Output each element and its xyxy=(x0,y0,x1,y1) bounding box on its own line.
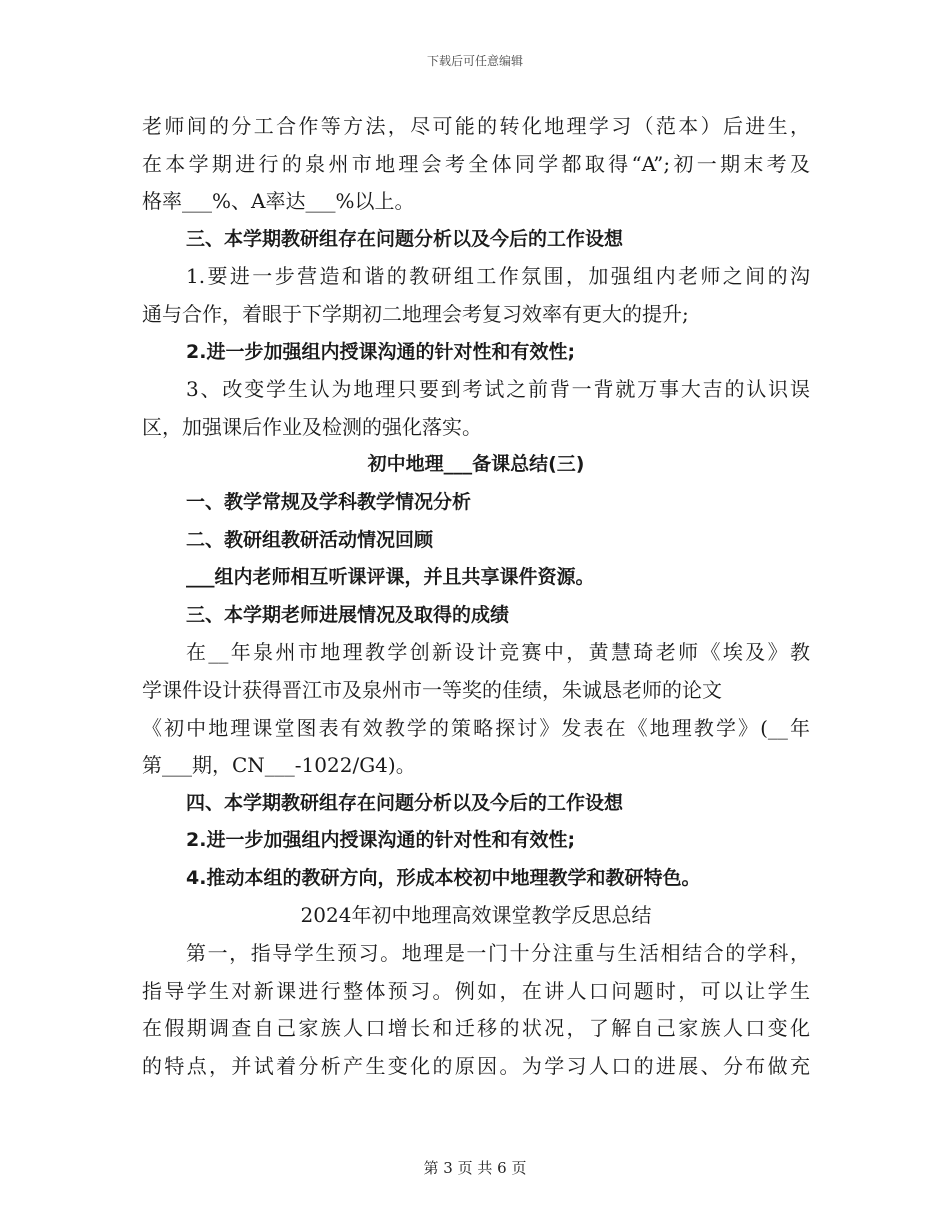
bold-item: 2.进一步加强组内授课沟通的针对性和有效性; xyxy=(186,829,576,852)
paragraph-line: 学课件设计获得晋江市及泉州市一等奖的佳绩，朱诚恳老师的论文 xyxy=(142,677,722,702)
section-heading: 四、本学期教研组存在问题分析以及今后的工作设想 xyxy=(186,791,624,814)
section-heading: 二、教研组教研活动情况回顾 xyxy=(186,528,434,551)
paragraph-line: 格率___%、A率达___%以上。 xyxy=(142,189,415,214)
paragraph-line: 3、改变学生认为地理只要到考试之前背一背就万事大吉的认识误 xyxy=(186,377,810,402)
paragraph-line: 的特点，并试着分析产生变化的原因。为学习人口的进展、分布做充 xyxy=(142,1053,810,1078)
paragraph-line: 在假期调查自己家族人口增长和迁移的状况，了解自己家族人口变化 xyxy=(142,1016,810,1041)
paragraph-line: 1.要进一步营造和谐的教研组工作氛围，加强组内老师之间的沟 xyxy=(186,264,810,289)
paragraph-line: 老师间的分工合作等方法，尽可能的转化地理学习（范本）后进生， xyxy=(142,114,810,138)
bold-item: 4.推动本组的教研方向，形成本校初中地理教学和教研特色。 xyxy=(186,866,701,889)
page-header: 下载后可任意编辑 xyxy=(426,54,523,68)
paragraph-line: 通与合作，着眼于下学期初二地理会考复习效率有更大的提升; xyxy=(142,301,689,326)
article-title: 初中地理___备课总结(三) xyxy=(367,453,585,476)
section-heading: 三、本学期教研组存在问题分析以及今后的工作设想 xyxy=(186,227,624,250)
paragraph-line: 指导学生对新课进行整体预习。例如，在讲人口问题时，可以让学生 xyxy=(142,978,810,1003)
paragraph-line: 在__年泉州市地理教学创新设计竞赛中，黄慧琦老师《埃及》教 xyxy=(186,640,810,665)
paragraph-line: 第___期，CN___-1022/G4)。 xyxy=(142,753,416,778)
section-heading: 三、本学期老师进展情况及取得的成绩 xyxy=(186,603,510,626)
paragraph-line: 区，加强课后作业及检测的强化落实。 xyxy=(142,414,482,439)
bold-item: ___组内老师相互听课评课，并且共享课件资源。 xyxy=(186,566,595,589)
paragraph-line: 在本学期进行的泉州市地理会考全体同学都取得“A”;初一期末考及 xyxy=(142,151,810,176)
article-title: 2024年初中地理高效课堂教学反思总结 xyxy=(300,903,652,928)
page-footer: 第 3 页 共 6 页 xyxy=(423,1159,527,1177)
document-body xyxy=(142,108,810,1085)
paragraph-line: 《初中地理课堂图表有效教学的策略探讨》发表在《地理教学》(__年 xyxy=(142,715,810,740)
section-heading: 一、教学常规及学科教学情况分析 xyxy=(186,490,472,513)
paragraph-line: 第一，指导学生预习。地理是一门十分注重与生活相结合的学科， xyxy=(186,941,810,966)
bold-item: 2.进一步加强组内授课沟通的针对性和有效性; xyxy=(186,340,576,363)
